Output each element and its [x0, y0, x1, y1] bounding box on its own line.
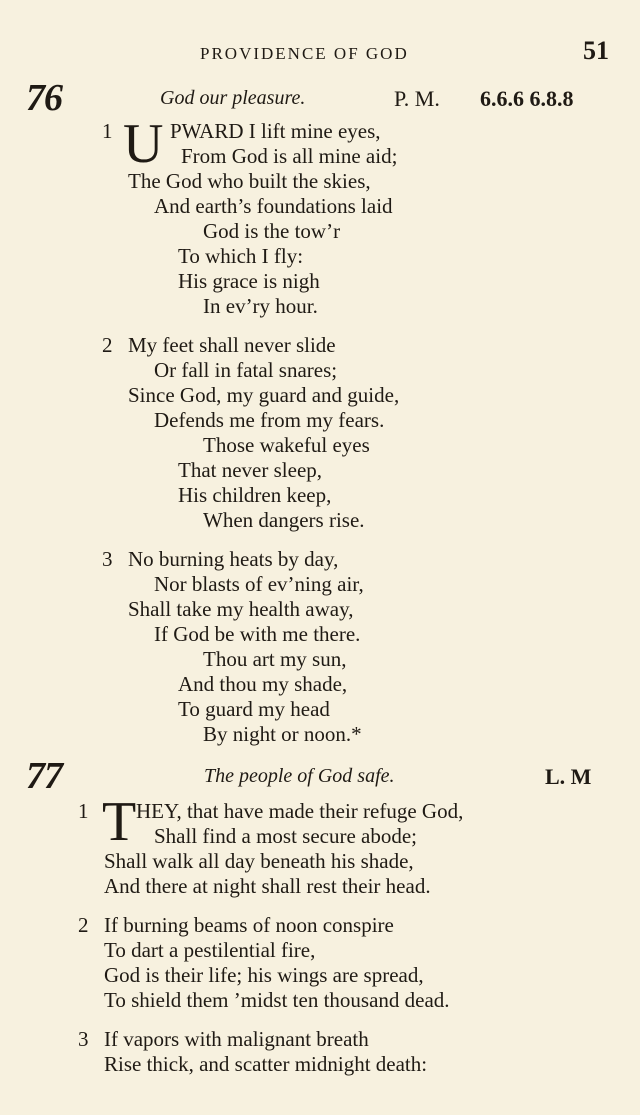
hymn-line: God is their life; his wings are spread, — [104, 963, 424, 987]
verse-number: 3 — [78, 1027, 89, 1051]
hymn-line: PWARD I lift mine eyes, — [170, 119, 381, 143]
hymn-line: To shield them ’midst ten thousand dead. — [104, 988, 450, 1012]
meter-label-76: P. M. — [394, 86, 440, 111]
hymn-line: Defends me from my fears. — [154, 408, 385, 432]
hymn-number-77: 77 — [26, 755, 62, 797]
hymn-line: Shall find a most secure abode; — [154, 824, 418, 848]
hymn-line: When dangers rise. — [203, 508, 365, 532]
hymn-line: Thou art my sun, — [203, 647, 347, 671]
hymn-line: His grace is nigh — [178, 269, 320, 293]
verse-number: 1 — [102, 119, 113, 143]
meter-76: 6.6.6 6.8.8 — [480, 86, 574, 111]
hymn-line: The God who built the skies, — [128, 169, 371, 193]
page-number: 51 — [583, 36, 609, 65]
hymn-line: HEY, that have made their refuge God, — [136, 799, 464, 823]
hymn-title-76: God our pleasure. — [160, 87, 306, 109]
running-head: PROVIDENCE OF GOD — [200, 44, 409, 63]
hymn-line: Or fall in fatal snares; — [154, 358, 338, 382]
hymn-line: From God is all mine aid; — [181, 144, 398, 168]
hymn-line: Nor blasts of ev’ning air, — [154, 572, 364, 596]
hymn-line: To guard my head — [178, 697, 330, 721]
hymn-line: Since God, my guard and guide, — [128, 383, 400, 407]
verse-number: 2 — [78, 913, 89, 937]
hymn-line: If vapors with malignant breath — [104, 1027, 369, 1051]
hymn-line: My feet shall never slide — [128, 333, 336, 357]
hymn-line: His children keep, — [178, 483, 332, 507]
verse-number: 1 — [78, 799, 89, 823]
hymn-line: Those wakeful eyes — [203, 433, 370, 457]
drop-cap: T — [102, 791, 137, 853]
hymn-line: If God be with me there. — [154, 622, 361, 646]
hymn-line: To dart a pestilential fire, — [104, 938, 316, 962]
hymn-line: Shall take my health away, — [128, 597, 354, 621]
hymn-line: In ev’ry hour. — [203, 294, 318, 318]
hymn-line: By night or noon.* — [203, 722, 362, 746]
hymn-line: And thou my shade, — [178, 672, 348, 696]
hymn-line: If burning beams of noon conspire — [104, 913, 394, 937]
hymn-title-77: The people of God safe. — [204, 765, 395, 787]
hymn-line: God is the tow’r — [203, 219, 341, 243]
drop-cap: U — [123, 113, 164, 175]
meter-77: L. M — [545, 764, 592, 789]
hymn-line: Rise thick, and scatter midnight death: — [104, 1052, 428, 1076]
hymn-line: Shall walk all day beneath his shade, — [104, 849, 414, 873]
hymn-line: No burning heats by day, — [128, 547, 339, 571]
hymn-line: And earth’s foundations laid — [154, 194, 393, 218]
verse-number: 3 — [102, 547, 113, 571]
hymn-line: To which I fly: — [178, 244, 304, 268]
hymn-line: That never sleep, — [178, 458, 323, 482]
verse-number: 2 — [102, 333, 113, 357]
hymn-number-76: 76 — [26, 77, 62, 119]
hymn-line: And there at night shall rest their head. — [104, 874, 431, 898]
